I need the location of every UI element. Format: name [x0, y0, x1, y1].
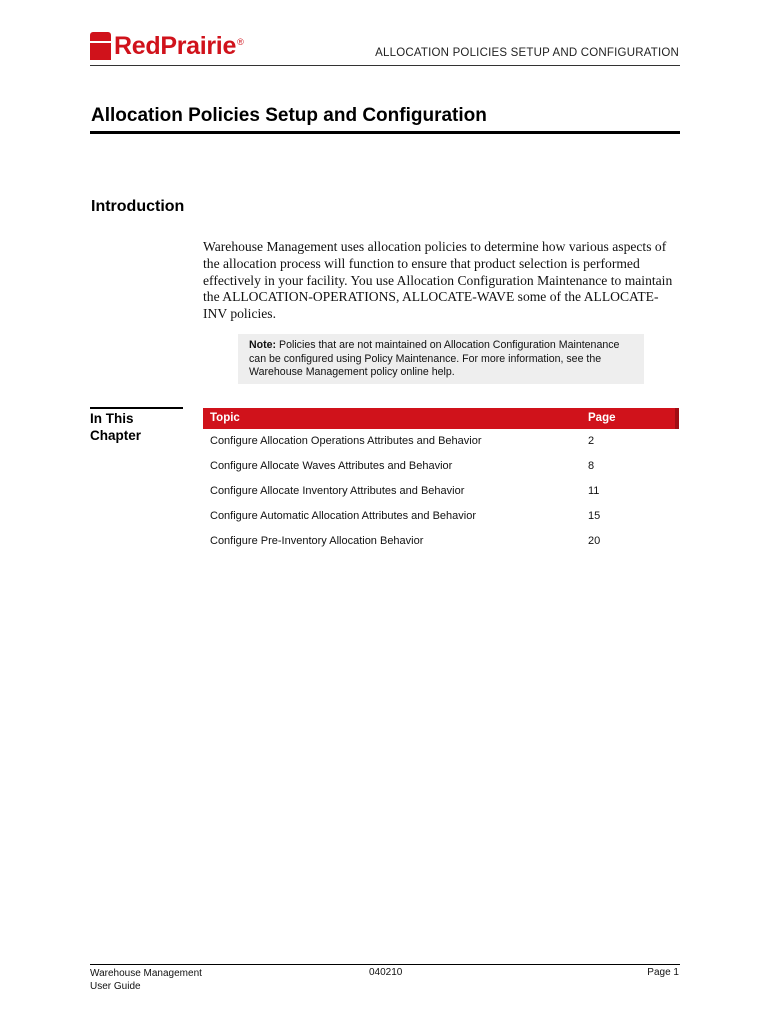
introduction-paragraph: Warehouse Management uses allocation policies to determine how various aspects of the allocation process will function to ensure that product selection is performed effectively in your facility. You use Allocation Configuration Maintenance to maintain the ALLOCATION-OPERATIONS, ALLOCATE-WAVE some of the ALLOCATE-INV policies.: [203, 239, 673, 322]
header-edge: [675, 408, 679, 429]
note-box: [238, 334, 644, 384]
footer-product-line2: User Guide: [90, 981, 141, 992]
title-divider: [90, 131, 680, 134]
page-cell: 8: [588, 460, 595, 472]
page-title: Allocation Policies Setup and Configuration: [91, 105, 487, 126]
topic-column-header: Topic: [210, 412, 240, 424]
note-label: Note:: [249, 339, 277, 351]
page-cell: 20: [588, 535, 601, 547]
topic-cell[interactable]: Configure Pre-Inventory Allocation Behavior: [210, 535, 424, 547]
chapter-divider: [90, 407, 183, 409]
chapter-topics-table: [203, 408, 679, 554]
note-body: Policies that are not maintained on Allocation Configuration Maintenance can be configured using Policy Maintenance. For more information, see the Warehouse Management policy online help.: [249, 339, 620, 378]
footer-divider: [90, 964, 680, 965]
table-row[interactable]: [203, 529, 679, 554]
table-header-row: [203, 408, 679, 429]
note-text: [249, 339, 639, 380]
topic-cell[interactable]: Configure Allocation Operations Attributes and Behavior: [210, 435, 482, 447]
footer-page-number: Page 1: [647, 967, 679, 978]
chapter-label-line2: Chapter: [90, 428, 142, 443]
table-row[interactable]: [203, 504, 679, 529]
footer-doc-number: 040210: [369, 967, 403, 978]
table-row[interactable]: [203, 454, 679, 479]
page-column-header: Page: [588, 412, 616, 424]
topic-cell[interactable]: Configure Allocate Waves Attributes and Behavior: [210, 460, 453, 472]
redprairie-logo: [90, 31, 244, 61]
page-cell: 11: [588, 485, 600, 497]
topic-cell[interactable]: Configure Allocate Inventory Attributes and Behavior: [210, 485, 465, 497]
in-this-chapter-label: [90, 410, 170, 444]
header-divider: [90, 65, 680, 66]
logo-text: RedPrairie: [114, 32, 237, 60]
running-header-title: ALLOCATION POLICIES SETUP AND CONFIGURATION: [375, 47, 679, 59]
table-row[interactable]: [203, 479, 679, 504]
table-row[interactable]: [203, 429, 679, 454]
introduction-heading: Introduction: [91, 198, 185, 215]
topic-cell[interactable]: Configure Automatic Allocation Attributes and Behavior: [210, 510, 476, 522]
chapter-label-line1: In This: [90, 411, 134, 426]
footer-product: [90, 967, 202, 993]
footer-product-line1: Warehouse Management: [90, 968, 202, 979]
registered-mark: ®: [237, 37, 244, 47]
page-cell: 2: [588, 435, 595, 447]
page-cell: 15: [588, 510, 601, 522]
logo-mark-icon: [90, 32, 111, 60]
